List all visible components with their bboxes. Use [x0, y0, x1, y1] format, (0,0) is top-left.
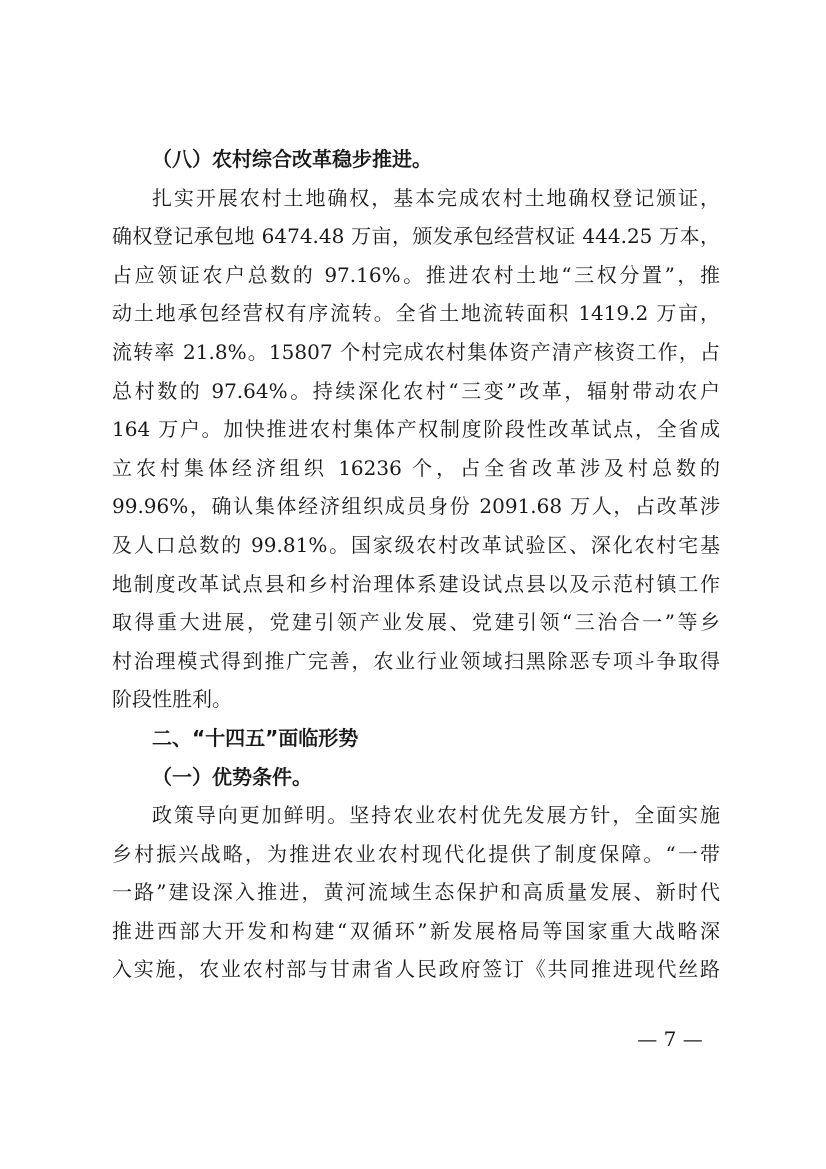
paragraph-line: 立农村集体经济组织 16236 个，占全省改革涉及村总数的 — [112, 455, 720, 480]
paragraph-line: 政策导向更加鲜明。坚持农业农村优先发展方针，全面实施 — [152, 803, 720, 828]
paragraph-line: 阶段性胜利。 — [112, 687, 232, 712]
paragraph-line: 地制度改革试点县和乡村治理体系建设试点县以及示范村镇工作 — [112, 571, 720, 596]
paragraph-line: 确权登记承包地 6474.48 万亩，颁发承包经营权证 444.25 万本， — [112, 224, 720, 249]
paragraph-line: 推进西部大开发和构建“双循环”新发展格局等国家重大战略深 — [112, 918, 720, 943]
paragraph-line: 占应领证农户总数的 97.16%。推进农村土地“三权分置”，推 — [112, 262, 720, 287]
paragraph-line: 入实施，农业农村部与甘肃省人民政府签订《共同推进现代丝路 — [112, 957, 720, 982]
paragraph-line: 及人口总数的 99.81%。国家级农村改革试验区、深化农村宅基 — [112, 532, 720, 557]
page-number: — 7 — — [637, 1027, 703, 1051]
paragraph-line: 村治理模式得到推广完善，农业行业领域扫黑除恶专项斗争取得 — [112, 648, 720, 673]
chapter-heading-2: 二、“十四五”面临形势 — [152, 725, 359, 750]
section-heading-8: （八）农村综合改革稳步推进。 — [152, 147, 432, 171]
paragraph-line: 乡村振兴战略，为推进农业农村现代化提供了制度保障。“一带 — [112, 841, 720, 866]
paragraph-line: 164 万户。加快推进农村集体产权制度阶段性改革试点，全省成 — [112, 417, 720, 442]
paragraph-line: 99.96%，确认集体经济组织成员身份 2091.68 万人，占改革涉 — [112, 494, 720, 519]
paragraph-line: 一路”建设深入推进，黄河流域生态保护和高质量发展、新时代 — [112, 880, 720, 905]
paragraph-line: 总村数的 97.64%。持续深化农村“三变”改革，辐射带动农户 — [112, 378, 720, 403]
paragraph-line: 取得重大进展，党建引领产业发展、党建引领“三治合一”等乡 — [112, 610, 720, 635]
subsection-heading-1: （一）优势条件。 — [152, 764, 312, 789]
document-body — [112, 140, 720, 989]
paragraph-line: 动土地承包经营权有序流转。全省土地流转面积 1419.2 万亩， — [112, 301, 720, 326]
paragraph-line: 扎实开展农村土地确权，基本完成农村土地确权登记颁证， — [152, 185, 720, 210]
paragraph-line: 流转率 21.8%。15807 个村完成农村集体资产清产核资工作，占 — [112, 339, 720, 364]
